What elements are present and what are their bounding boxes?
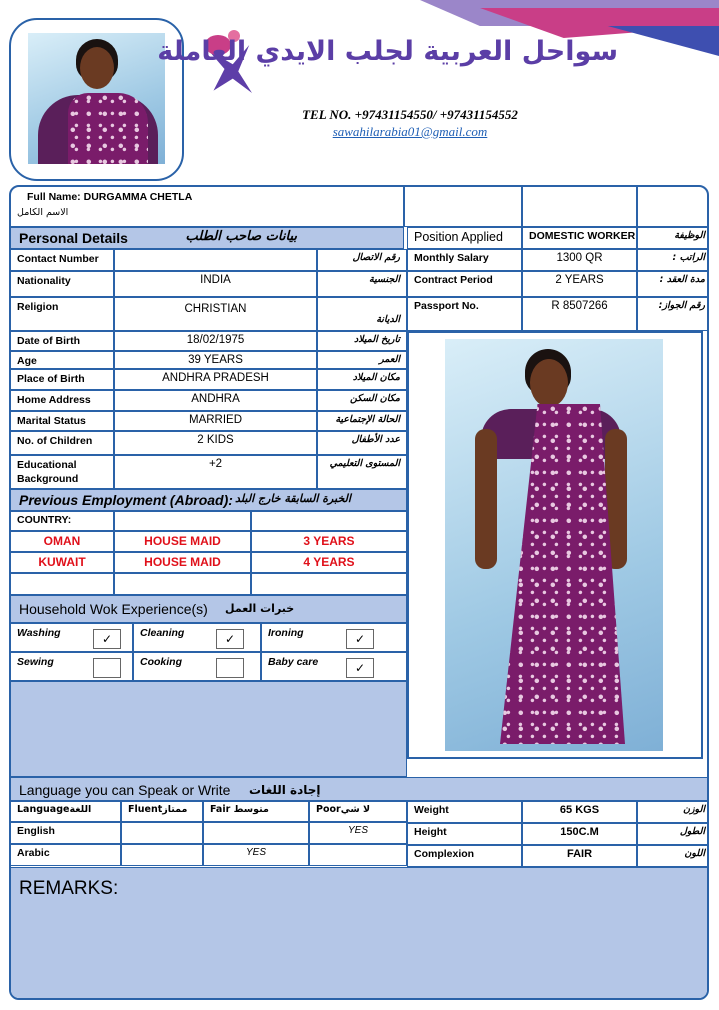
face-shape [80, 47, 114, 89]
language-header-cell: Languageاللغة [11, 801, 121, 822]
blank-cell [251, 573, 407, 595]
personal-label: Home Address [11, 390, 114, 411]
language-name: Arabic [11, 844, 121, 866]
employment-duration: 3 YEARS [251, 531, 407, 552]
skill-checkbox[interactable]: ✓ [216, 629, 244, 649]
personal-label-ar: الحالة الإجتماعية [317, 411, 407, 431]
personal-value: ANDHRA [114, 390, 317, 411]
blank-cell [114, 511, 251, 531]
remarks-area [11, 867, 709, 1000]
employment-title: Previous Employment (Abroad): [19, 492, 233, 508]
skill-cell [261, 652, 407, 681]
skill-label: Baby care [268, 656, 319, 668]
blank-cell [637, 187, 709, 227]
employment-title-ar: الخبرة السابقة خارج البلد [235, 492, 351, 505]
left-arm-shape [475, 429, 497, 569]
physical-value: FAIR [522, 845, 637, 867]
personal-details-title-ar: بيانات صاحب الطلب [185, 229, 297, 244]
skill-checkbox[interactable]: ✓ [93, 629, 121, 649]
position-label-ar: مدة العقد : [637, 271, 709, 297]
blank-cell [11, 573, 114, 595]
full-name-label-ar: الاسم الكامل [17, 207, 69, 218]
personal-value: CHRISTIAN [114, 297, 317, 331]
skill-checkbox[interactable]: ✓ [346, 629, 374, 649]
face-shape [530, 359, 568, 407]
position-label: Contract Period [407, 271, 522, 297]
personal-label-ar: مكان السكن [317, 390, 407, 411]
position-label: Passport No. [407, 297, 522, 331]
household-header [11, 595, 407, 623]
position-label-ar: الوظيفة [637, 227, 709, 249]
language-name: English [11, 822, 121, 844]
language-fluent [121, 822, 203, 844]
physical-label-ar: اللون [637, 845, 709, 867]
personal-value: MARRIED [114, 411, 317, 431]
skill-label: Washing [17, 627, 61, 639]
blank-cell [251, 511, 407, 531]
skill-checkbox[interactable] [93, 658, 121, 678]
skill-cell [11, 652, 133, 681]
full-name-value: DURGAMMA CHETLA [83, 191, 193, 203]
physical-label: Weight [407, 801, 522, 823]
application-form [9, 185, 709, 1000]
personal-details-header [11, 227, 404, 249]
personal-value: 39 YEARS [114, 351, 317, 369]
personal-label-ar: العمر [317, 351, 407, 369]
full-name-cell [11, 187, 404, 227]
personal-label: Nationality [11, 271, 114, 297]
personal-label-ar: تاريخ الميلاد [317, 331, 407, 351]
position-value: DOMESTIC WORKER [522, 227, 637, 249]
language-header-cell: Poorلا شي [309, 801, 407, 822]
employment-position: HOUSE MAID [114, 531, 251, 552]
language-title-ar: إجادة اللغات [249, 783, 321, 797]
personal-value: +2 [114, 455, 317, 489]
personal-label: Contact Number [11, 249, 114, 271]
personal-label: Place of Birth [11, 369, 114, 390]
personal-value: 18/02/1975 [114, 331, 317, 351]
skill-cell [11, 623, 133, 652]
employment-country: KUWAIT [11, 552, 114, 573]
language-fair: YES [203, 844, 309, 866]
personal-label-ar: عدد الأطفال [317, 431, 407, 455]
personal-label: No. of Children [11, 431, 114, 455]
skill-cell [133, 652, 261, 681]
company-name-arabic: سواحل العربية لجلب الايدي العاملة [157, 36, 618, 67]
personal-label: Religion [11, 297, 114, 331]
physical-value: 65 KGS [522, 801, 637, 823]
employment-country: OMAN [11, 531, 114, 552]
personal-details-title: Personal Details [19, 230, 128, 246]
blank-cell [522, 187, 637, 227]
personal-label-ar: رقم الاتصال [317, 249, 407, 271]
passport-photo [28, 33, 165, 164]
position-value: 1300 QR [522, 249, 637, 271]
physical-value: 150C.M [522, 823, 637, 845]
household-title-ar: خبرات العمل [225, 602, 295, 615]
remarks-label: REMARKS: [19, 878, 119, 899]
skill-checkbox[interactable] [216, 658, 244, 678]
personal-label: Marital Status [11, 411, 114, 431]
language-header-cell: Fair متوسط [203, 801, 309, 822]
physical-label: Height [407, 823, 522, 845]
personal-value [114, 249, 317, 271]
physical-label-ar: الوزن [637, 801, 709, 823]
skill-label: Sewing [17, 656, 54, 668]
email-link[interactable]: sawahilarabia01@gmail.com [332, 124, 488, 139]
full-name-label: Full Name: [27, 191, 81, 203]
personal-value: INDIA [114, 271, 317, 297]
blank-cell [114, 573, 251, 595]
language-fair [203, 822, 309, 844]
employment-duration: 4 YEARS [251, 552, 407, 573]
full-photo-frame [407, 331, 703, 759]
full-body-photo [445, 339, 663, 751]
physical-label: Complexion [407, 845, 522, 867]
personal-label: Age [11, 351, 114, 369]
language-header-cell: Fluentممتاز [121, 801, 203, 822]
position-label: Position Applied [407, 227, 522, 249]
telephone-line: TEL NO. +97431154550/ +97431154552 [302, 107, 518, 122]
saree-shape [68, 93, 148, 164]
personal-label-ar: الديانة [317, 297, 407, 331]
position-value: R 8507266 [522, 297, 637, 331]
country-label: COUNTRY: [11, 511, 114, 531]
personal-label-ar: مكان الميلاد [317, 369, 407, 390]
personal-label: Educational Background [11, 455, 114, 489]
household-blank-area [11, 681, 407, 777]
skill-label: Cooking [140, 656, 182, 668]
position-label-ar: الراتب : [637, 249, 709, 271]
physical-label-ar: الطول [637, 823, 709, 845]
employment-position: HOUSE MAID [114, 552, 251, 573]
position-label-ar: رقم الجواز: [637, 297, 709, 331]
language-poor [309, 844, 407, 866]
skill-cell [133, 623, 261, 652]
personal-label-ar: الجنسية [317, 271, 407, 297]
skill-cell [261, 623, 407, 652]
position-value: 2 YEARS [522, 271, 637, 297]
language-poor: YES [309, 822, 407, 844]
employment-header [11, 489, 407, 511]
skill-label: Cleaning [140, 627, 185, 639]
personal-label-ar: المستوى التعليمي [317, 455, 407, 489]
language-title: Language you can Speak or Write [19, 782, 231, 798]
blank-cell [404, 187, 522, 227]
skill-checkbox[interactable]: ✓ [346, 658, 374, 678]
household-title: Household Wok Experience(s) [19, 601, 208, 617]
personal-label: Date of Birth [11, 331, 114, 351]
skill-label: Ironing [268, 627, 304, 639]
personal-value: 2 KIDS [114, 431, 317, 455]
personal-value: ANDHRA PRADESH [114, 369, 317, 390]
position-label: Monthly Salary [407, 249, 522, 271]
language-fluent [121, 844, 203, 866]
language-header [11, 777, 709, 801]
